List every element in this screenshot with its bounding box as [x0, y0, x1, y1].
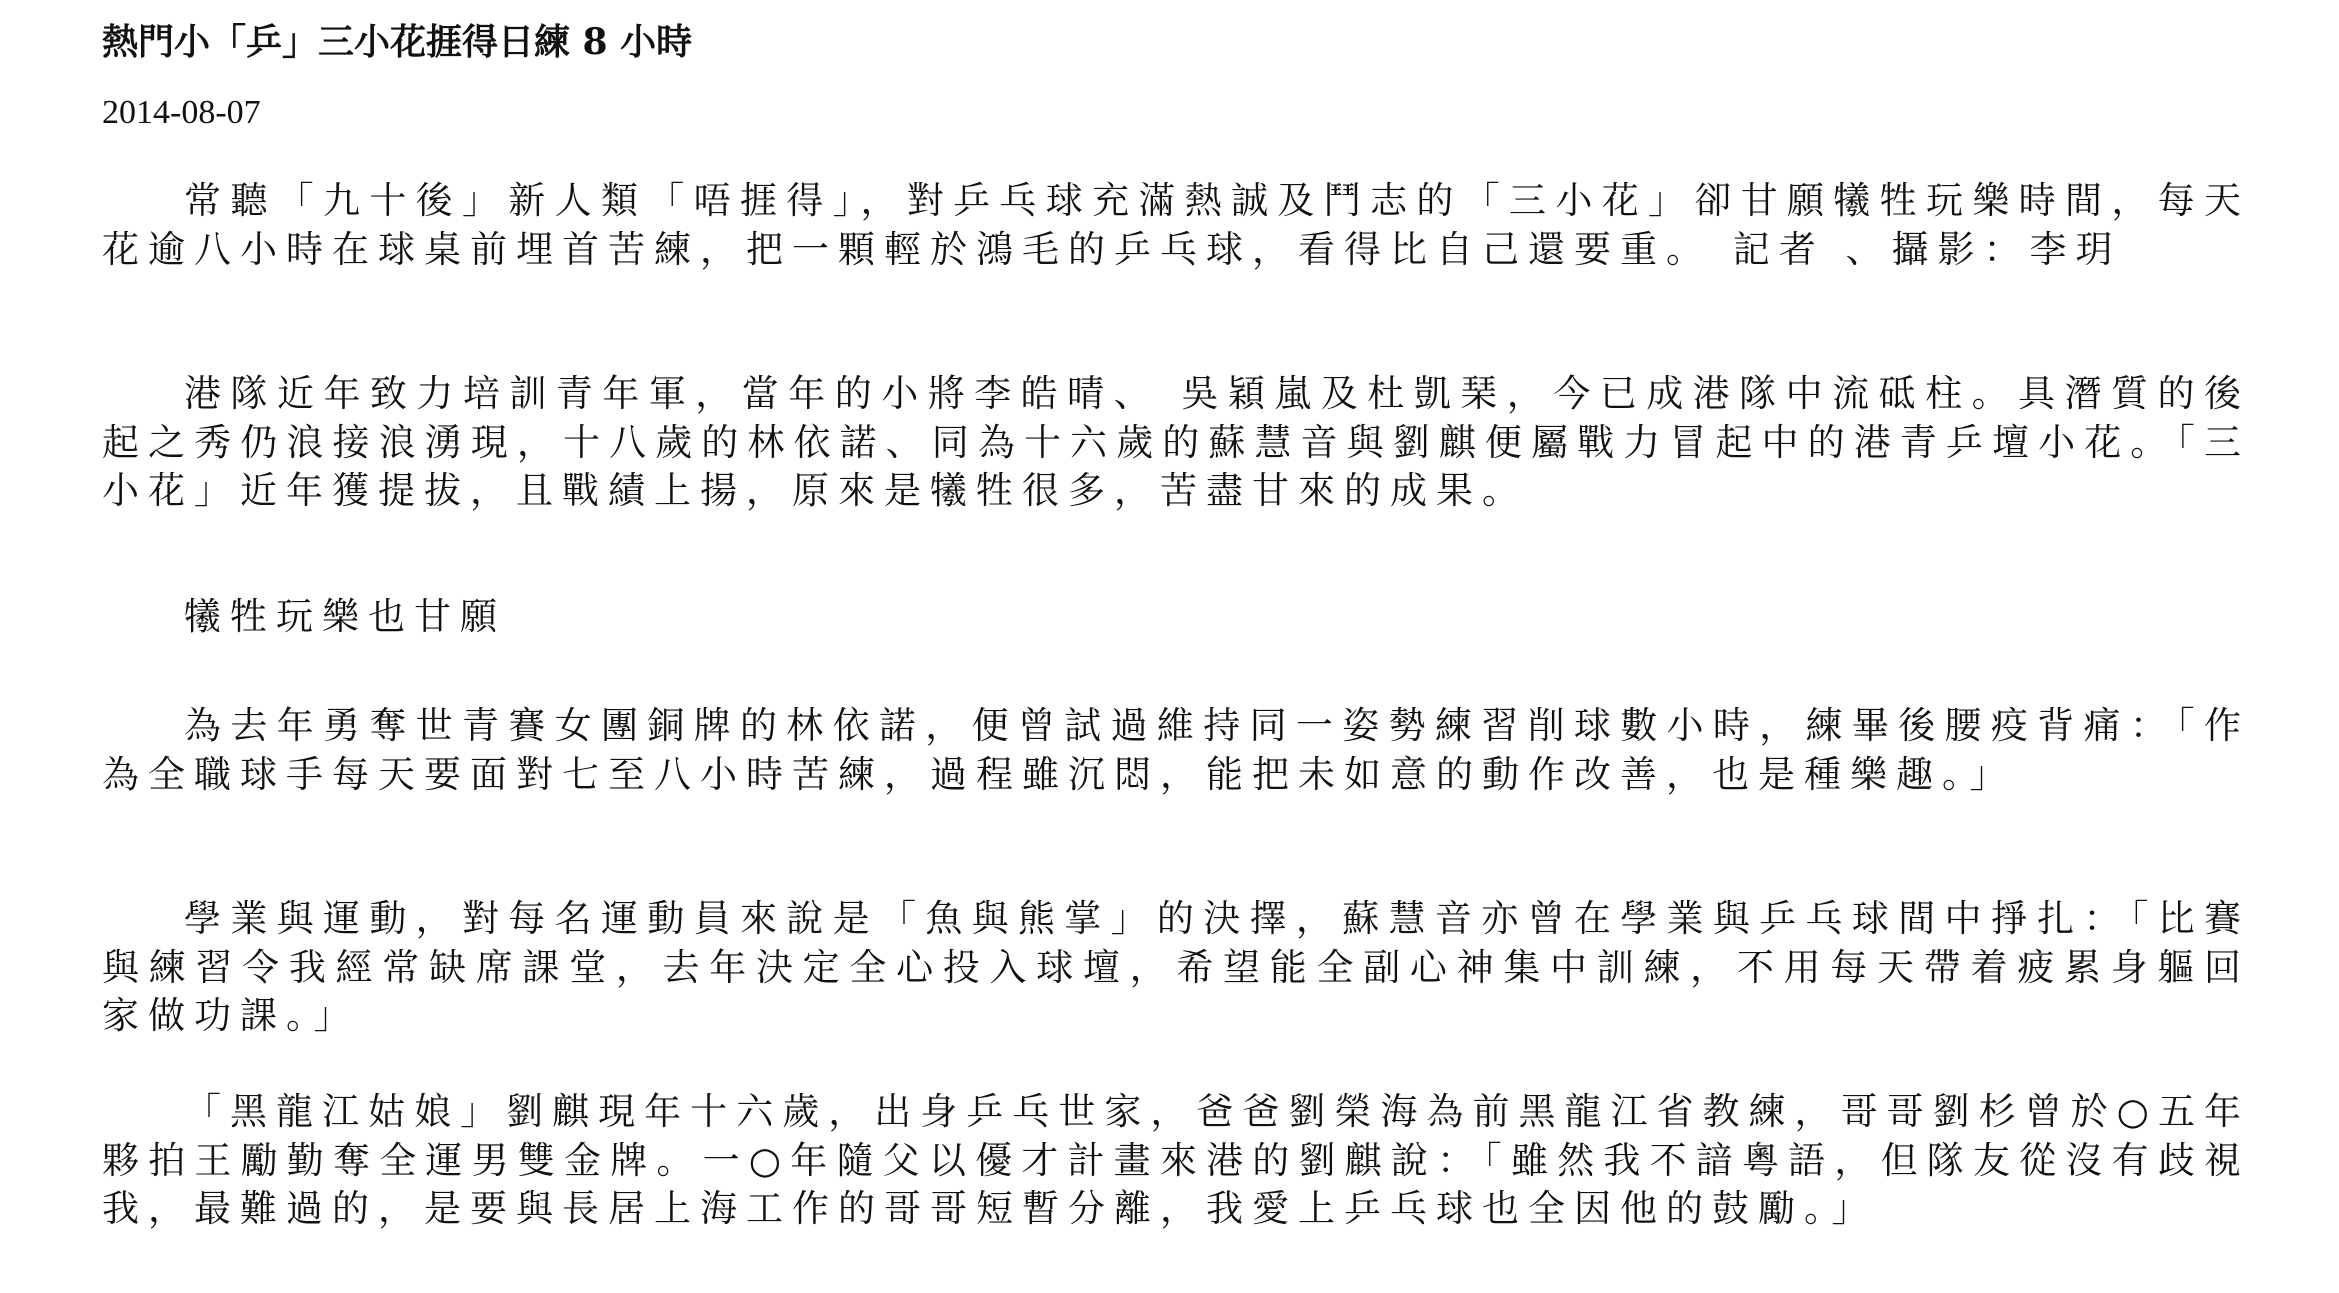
paragraph-lam: 為去年勇奪世青賽女團銅牌的林依諾，便曾試過維持同一姿勢練習削球數小時，練畢後腰疫背痛：「作為全職球手每天要面對七至八小時苦練，過程雖沉悶，能把未如意的動作改善，也是種樂趣。」	[102, 704, 2250, 796]
section-subheading: 犧牲玩樂也甘願	[184, 595, 506, 638]
paragraph-intro: 常聽「九十後」新人類「唔捱得」，對乒乓球充滿熱誠及鬥志的「三小花」卻甘願犧牲玩樂時間，每天花逾八小時在球桌前埋首苦練，把一顆輕於鴻毛的乒乓球，看得比自己還要重。 記者 、攝影：李玥	[102, 179, 2250, 271]
article-title: 熱門小「乒」三小花捱得日練 8 小時	[102, 21, 693, 63]
paragraph-liu: 「黑龍江姑娘」劉麒現年十六歲，出身乒乓世家，爸爸劉榮海為前黑龍江省教練，哥哥劉杉曾於○五年夥拍王勵勤奪全運男雙金牌。一○年隨父以優才計畫來港的劉麒說：「雖然我不諳粵語，但隊友從沒有歧視我，最難過的，是要與長居上海工作的哥哥短暫分離，我愛上乒乓球也全因他的鼓勵。」	[102, 1090, 2250, 1230]
paragraph-team: 港隊近年致力培訓青年軍，當年的小將李皓晴、 吳穎嵐及杜凱琹，今已成港隊中流砥柱。具潛質的後起之秀仍浪接浪湧現，十八歲的林依諾、同為十六歲的蘇慧音與劉麒便屬戰力冒起中的港青乒壇小花。「三小花」近年獲提拔，且戰績上揚，原來是犧牲很多，苦盡甘來的成果。	[102, 372, 2250, 512]
paragraph-so: 學業與運動，對每名運動員來說是「魚與熊掌」的決擇，蘇慧音亦曾在學業與乒乓球間中掙扎：「比賽與練習令我經常缺席課堂，去年決定全心投入球壇，希望能全副心神集中訓練，不用每天帶着疲累身軀回家做功課。」	[102, 897, 2250, 1037]
article-date: 2014-08-07	[102, 94, 261, 131]
